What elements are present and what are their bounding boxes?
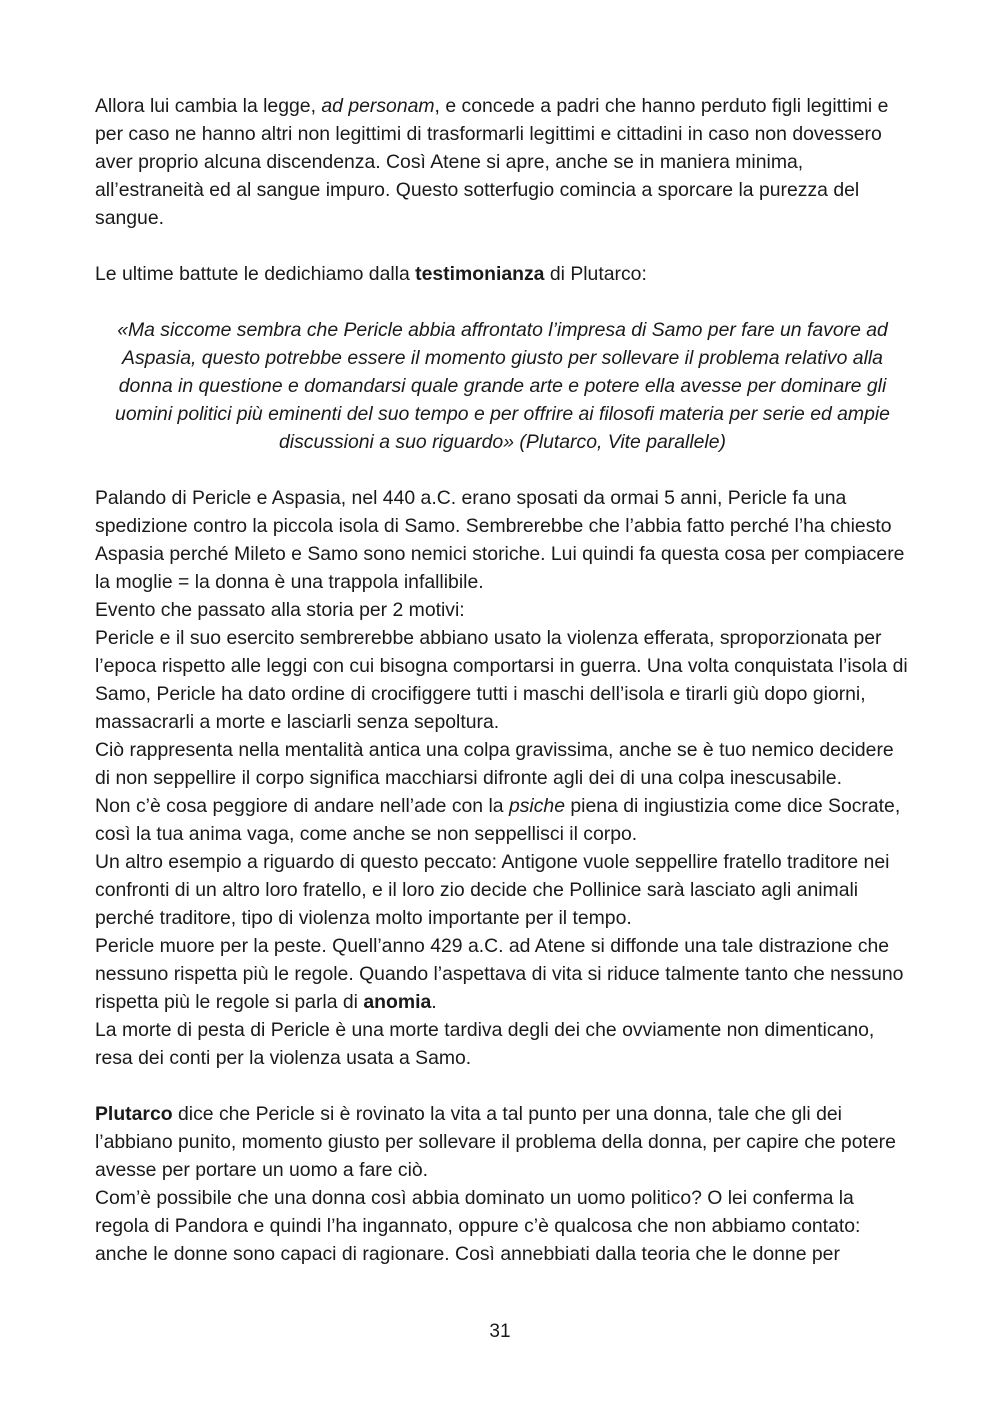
- text-run: di Plutarco:: [544, 263, 647, 285]
- text-run: dice che Pericle si è rovinato la vita a tal punto per una donna, tale che gli dei l’abbiano punito, momento giusto per sollevare il problema della donna, per capire che potere avesse per portare un uomo a fare ciò.: [95, 1103, 896, 1181]
- spacer: [95, 232, 910, 260]
- spacer: [95, 1072, 910, 1100]
- paragraph-two-reasons: Evento che passato alla storia per 2 motivi:: [95, 599, 465, 621]
- bold-term: testimonianza: [415, 263, 545, 285]
- bold-term: Plutarco: [95, 1103, 173, 1125]
- paragraph-pericle-death: La morte di pesta di Pericle è una morte tardiva degli dei che ovviamente non dimenticano, resa dei conti per la violenza usata a Samo.: [95, 1019, 875, 1069]
- spacer: [95, 456, 910, 484]
- paragraph-pandora: Com’è possibile che una donna così abbia dominato un uomo politico? O lei conferma la regola di Pandora e quindi l’ha ingannato, oppure c’è qualcosa che non abbiamo contato: anche le donne sono capaci di ragionare. Così annebbiati dalla teoria che le donne per: [95, 1187, 861, 1265]
- text-run: piena di ingiustizia come dice Socrate, così la tua anima vaga, come anche se non seppellisci il corpo.: [95, 795, 901, 845]
- bold-term: anomia: [363, 991, 432, 1013]
- paragraph-anomia: [95, 932, 910, 1016]
- paragraph-plutarco: [95, 1100, 910, 1184]
- paragraph-testimonianza: [95, 260, 910, 288]
- paragraph-burial-guilt: Ciò rappresenta nella mentalità antica una colpa gravissima, anche se è tuo nemico decidere di non seppellire il corpo significa macchiarsi difronte agli dei di una colpa inescusabile.: [95, 739, 894, 789]
- italic-term: psiche: [508, 795, 566, 817]
- text-run: Allora lui cambia la legge,: [95, 95, 322, 117]
- text-run: Pericle muore per la peste. Quell’anno 429 a.C. ad Atene si diffonde una tale distrazione che nessuno rispetta più le regole. Quando l’aspettava di vita si riduce talmente tanto che nessuno rispetta più le regole si parla di: [95, 935, 904, 1013]
- text-run: , e concede a padri che hanno perduto figli legittimi e per caso ne hanno altri non legittimi di trasformarli legittimi e cittadini in caso non dovessero aver proprio alcuna discendenza. Così Atene si apre, anche se in maniera minima, all’estraneità ed al sangue impuro. Questo sotterfugio comincia a sporcare la purezza del sangue.: [95, 95, 889, 229]
- text-run: Non c’è cosa peggiore di andare nell’ade con la: [95, 795, 509, 817]
- text-run: .: [431, 991, 437, 1013]
- paragraph-violence: Pericle e il suo esercito sembrerebbe abbiano usato la violenza efferata, sproporzionata per l’epoca rispetto alle leggi con cui bisogna comportarsi in guerra. Una volta conquistata l’isola di Samo, Pericle ha dato ordine di crocifiggere tutti i maschi dell’isola e tirarli giù dopo giorni, massacrarli a morte e lasciarli senza sepoltura.: [95, 627, 908, 733]
- page-content: [95, 92, 910, 1268]
- italic-term: ad personam: [321, 95, 435, 117]
- text-run: Le ultime battute le dedichiamo dalla: [95, 263, 416, 285]
- plutarch-quote: «Ma siccome sembra che Pericle abbia affrontato l’impresa di Samo per fare un favore ad Aspasia, questo potrebbe essere il momento giusto per sollevare il problema relativo alla donna in questione e domandarsi quale grande arte e potere ella avesse per dominare gli uomini politici più eminenti del suo tempo e per offrire ai filosofi materia per serie ed ampie discussioni a suo riguardo» (Plutarco, Vite parallele): [115, 319, 890, 453]
- page-number: 31: [489, 1321, 511, 1342]
- paragraph-samo-expedition: Palando di Pericle e Aspasia, nel 440 a.C. erano sposati da ormai 5 anni, Pericle fa una spedizione contro la piccola isola di Samo. Sembrerebbe che l’abbia fatto perché l’ha chiesto Aspasia perché Mileto e Samo sono nemici storiche. Lui quindi fa questa cosa per compiacere la moglie = la donna è una trappola infallibile.: [95, 487, 905, 593]
- paragraph-psiche: [95, 792, 910, 848]
- paragraph-antigone: Un altro esempio a riguardo di questo peccato: Antigone vuole seppellire fratello traditore nei confronti di un altro loro fratello, e il loro zio decide che Pollinice sarà lasciato agli animali perché traditore, tipo di violenza molto importante per il tempo.: [95, 851, 890, 929]
- paragraph-ad-personam: [95, 92, 910, 232]
- spacer: [95, 288, 910, 316]
